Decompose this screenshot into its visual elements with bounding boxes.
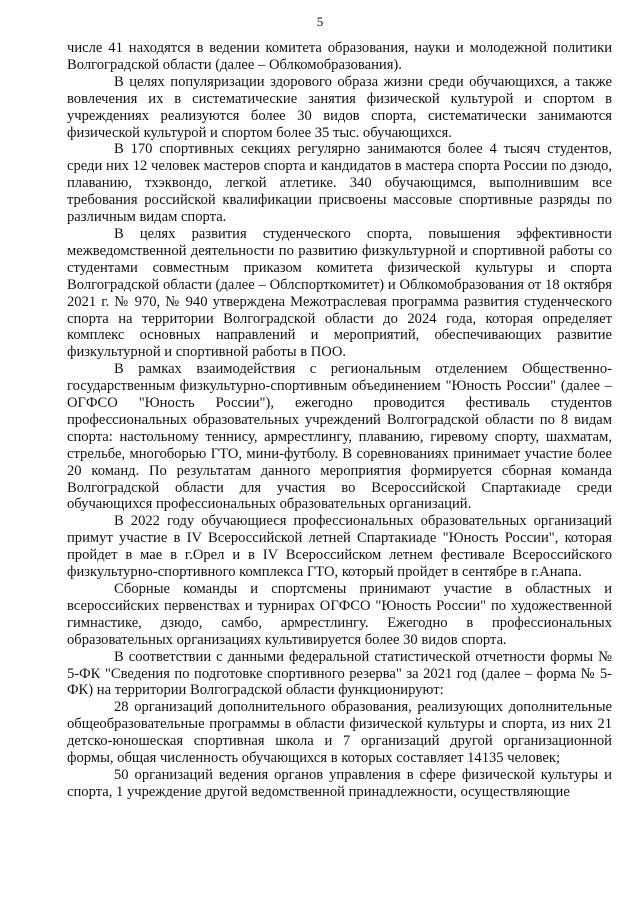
paragraph-5: В рамках взаимодействия с региональным отделением Общественно-государственным физкультурно-спортивным объединением "Юность России" (далее – ОГФСО "Юность России"), ежегодно проводится фестиваль студентов профессиональных образовательных учреждений Волгоградской области по 8 видам спорта: настольному теннису, армрестлингу, плаванию, гиревому спорту, шахматам, стрельбе, многоборью ГТО, мини-футболу. В соревнованиях принимает участие более 20 команд. По результатам данного мероприятия формируется сборная команда Волгоградской области для участия во Всероссийской Спартакиаде среди обучающихся профессиональных образовательных организаций. — [67, 361, 612, 513]
paragraph-4: В целях развития студенческого спорта, повышения эффективности межведомственной деятельности по развитию физкультурной и спортивной работы со студентами совместным приказом комитета физической культуры и спорта Волгоградской области (далее – Облспорткомитет) и Облкомобразования от 18 октября 2021 г. № 970, № 940 утверждена Межотраслевая программа развития студенческого спорта на территории Волгоградской области до 2024 года, которая определяет комплекс основных направлений и мероприятий, обеспечивающих развитие физкультурной и спортивной работы в ПОО. — [67, 225, 612, 361]
paragraph-6: В 2022 году обучающиеся профессиональных образовательных организаций примут участие в IV Всероссийской летней Спартакиаде "Юность России", которая пройдет в мае в г.Орел и в IV Всероссийском летнем фестивале Всероссийского физкультурно-спортивного комплекса ГТО, который пройдет в сентябре в г.Анапа. — [67, 513, 612, 581]
paragraph-1: числе 41 находятся в ведении комитета образования, науки и молодежной политики Волгоградской области (далее – Облкомобразования). — [67, 40, 612, 73]
paragraph-8: В соответствии с данными федеральной статистической отчетности формы № 5-ФК "Сведения по подготовке спортивного резерва" за 2021 год (далее – форма № 5-ФК) на территории Волгоградской области функционируют: — [67, 648, 612, 699]
paragraph-3: В 170 спортивных секциях регулярно занимаются более 4 тысяч студентов, среди них 12 человек мастеров спорта и кандидатов в мастера спорта России по дзюдо, плаванию, тхэквондо, легкой атлетике. 340 обучающимся, выполнившим все требования российской квалификации присвоены массовые спортивные разряды по различным видам спорта. — [67, 141, 612, 226]
paragraph-9: 28 организаций дополнительного образования, реализующих дополнительные общеобразовательные программы в области физической культуры и спорта, из них 21 детско-юношеская спортивная школа и 7 организаций другой организационной формы, общая численность обучающихся в которых составляет 14135 человек; — [67, 699, 612, 767]
document-body — [67, 40, 612, 801]
paragraph-10: 50 организаций ведения органов управления в сфере физической культуры и спорта, 1 учреждение другой ведомственной принадлежности, осуществляющие — [67, 766, 612, 800]
paragraph-2: В целях популяризации здорового образа жизни среди обучающихся, а также вовлечения их в систематические занятия физической культурой и спортом в учреждениях реализуются более 30 видов спорта, систематически занимаются физической культурой и спортом более 35 тыс. обучающихся. — [67, 73, 612, 141]
page-number: 5 — [316, 14, 324, 29]
paragraph-7: Сборные команды и спортсмены принимают участие в областных и всероссийских первенствах и турнирах ОГФСО "Юность России" по художественной гимнастике, дзюдо, самбо, армрестлингу. Ежегодно в профессиональных образовательных организациях культивируется более 30 видов спорта. — [67, 581, 612, 648]
